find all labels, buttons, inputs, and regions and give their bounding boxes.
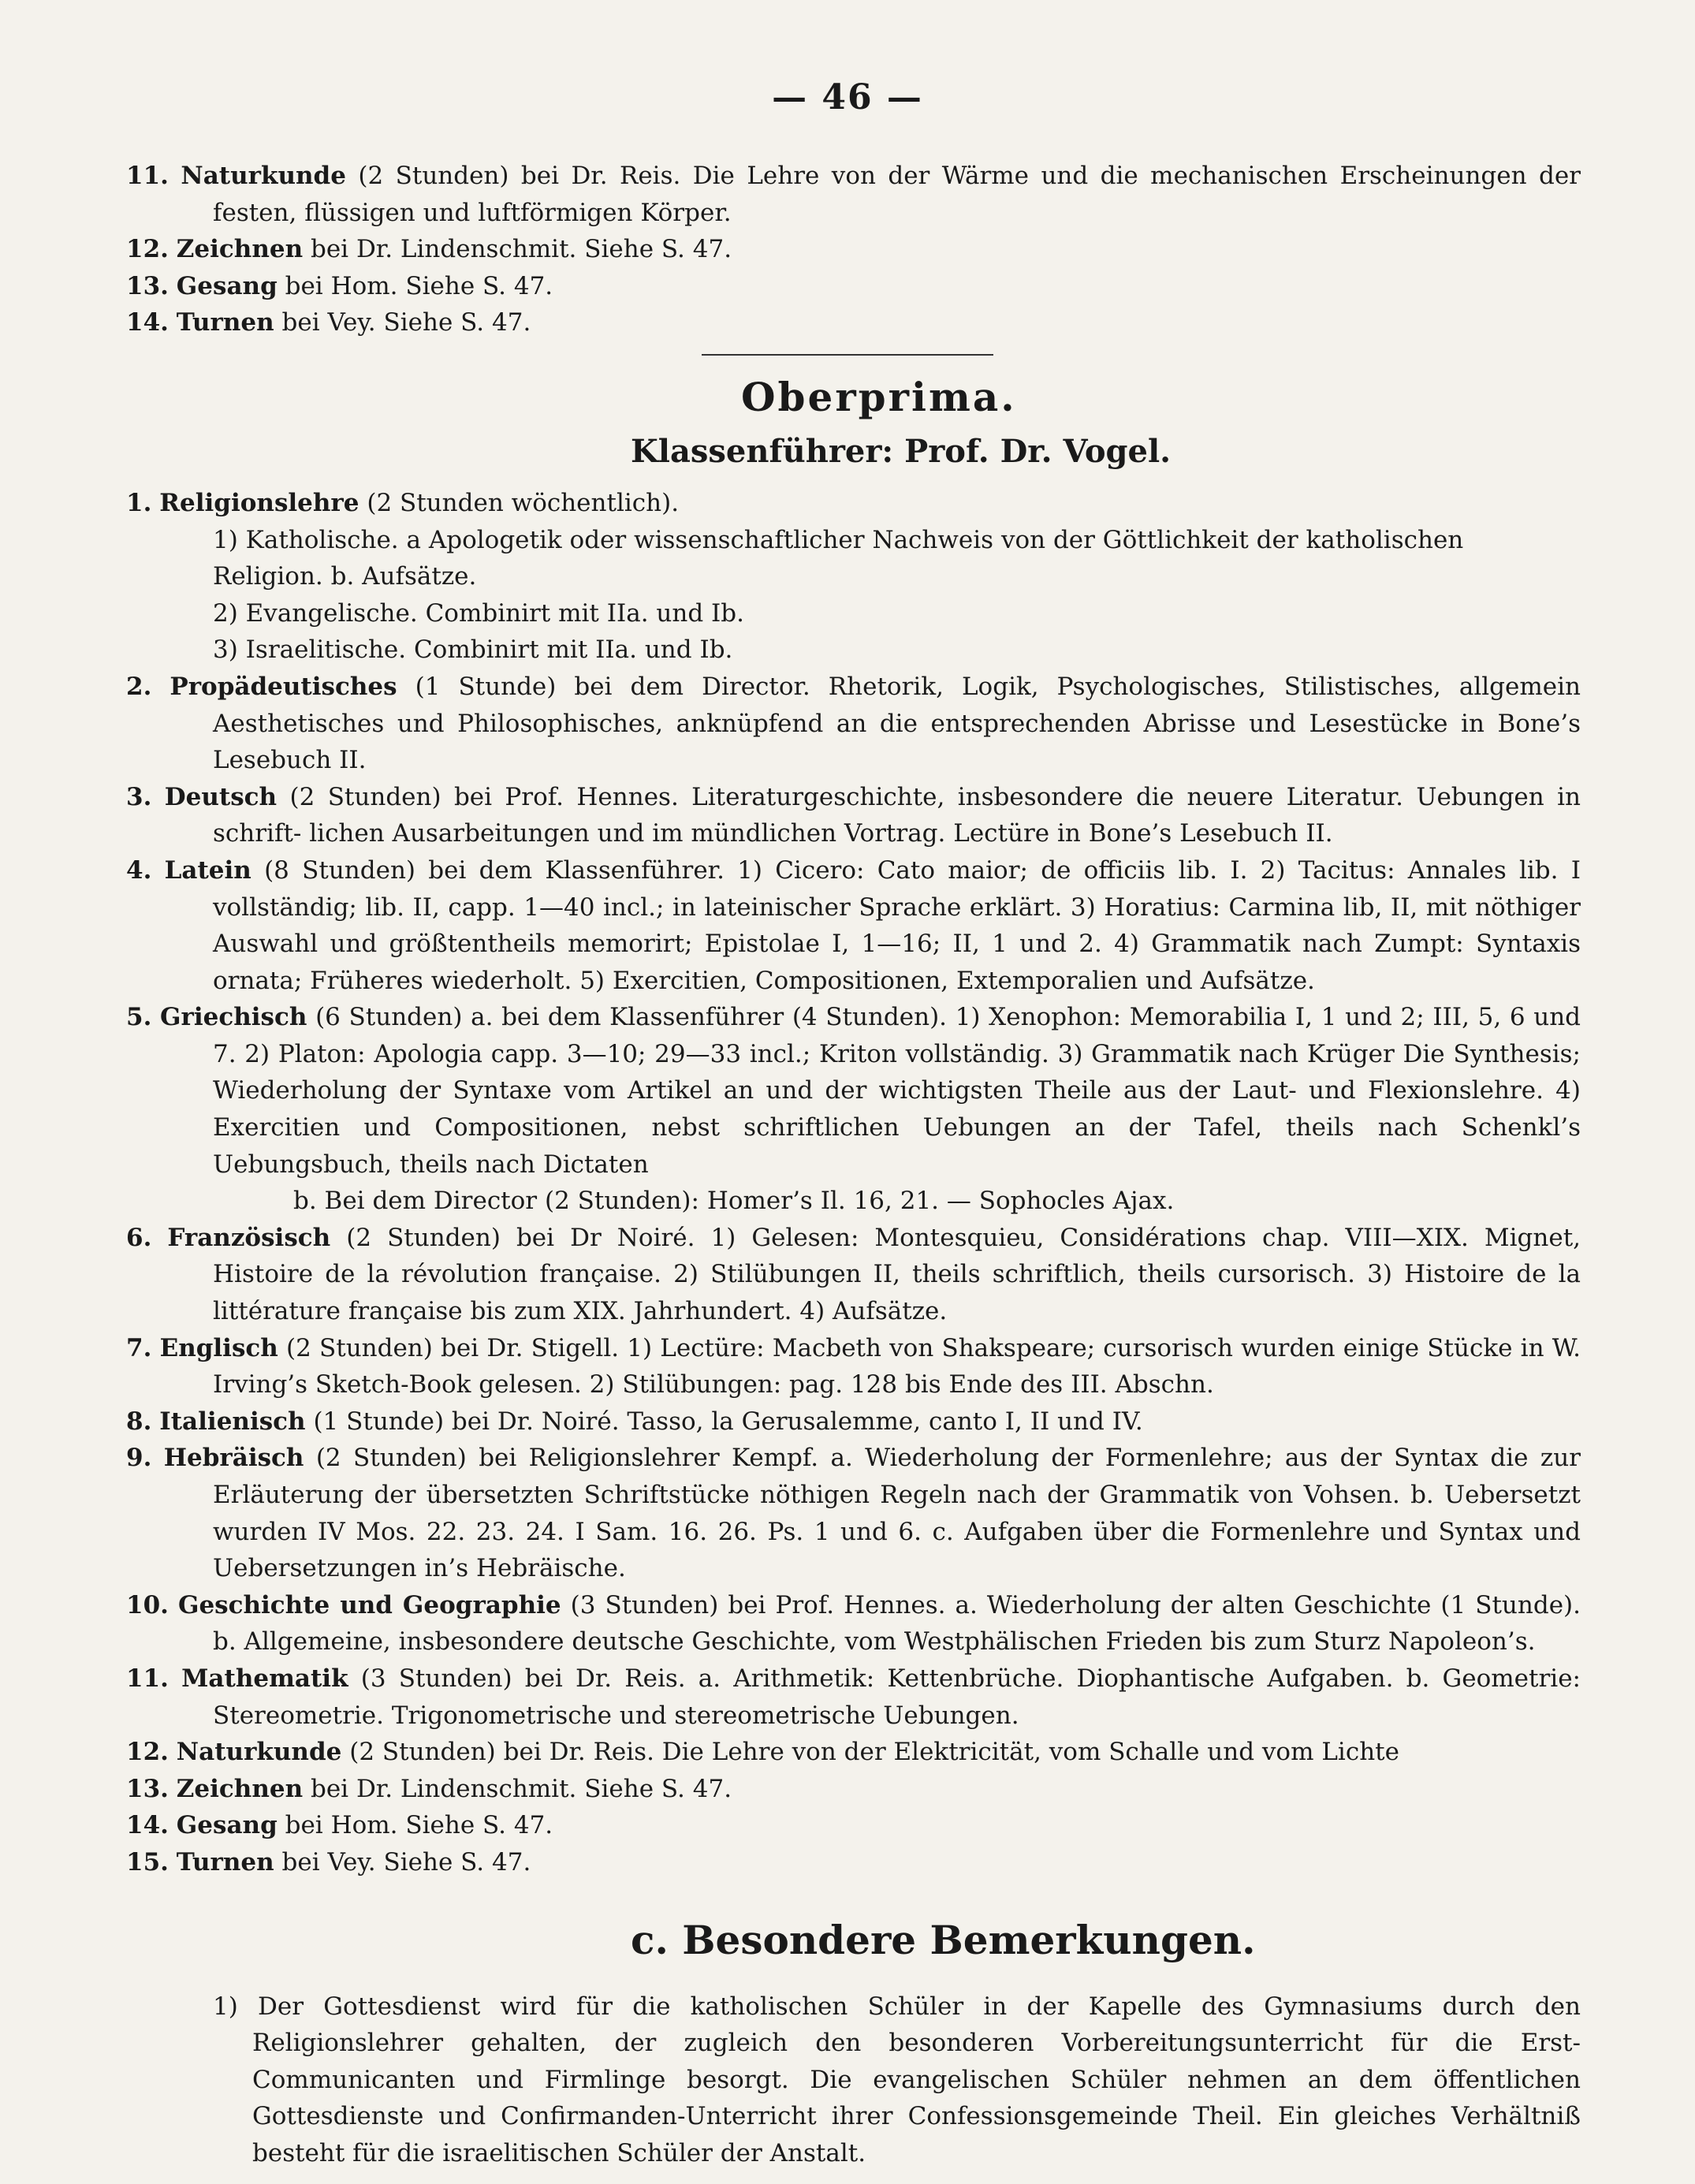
- item-number: 5.: [126, 1003, 152, 1032]
- item-number: 12.: [126, 235, 169, 264]
- item-text-cont: Erläuterung der übersetzten Schriftstücke nöthigen Regeln nach der Grammatik von Vohsen. b. Uebersetzt wurden IV Mos. 22. 23. 24. I Sam. 16. 26. Ps. 1 und 6. c. Aufgaben über die Formenlehre und Syntax und Uebersetzungen in’s Hebräische.: [213, 1481, 1581, 1583]
- sub-item: b. Bei dem Director (2 Stunden): Homer’s Il. 16, 21. — Sophocles Ajax.: [293, 1187, 1175, 1216]
- page-number: — 46 —: [772, 77, 923, 117]
- item-subject: Griechisch: [160, 1003, 307, 1032]
- item-number: 4.: [126, 855, 152, 885]
- item-text: (2 Stunden) bei Dr. Stigell. 1) Lectüre: Macbeth von Shakspeare; cursorisch wurden einige Stücke: [278, 1333, 1513, 1362]
- item-subject: Turnen: [176, 1847, 274, 1877]
- item-number: 8.: [126, 1407, 152, 1436]
- list-item: [126, 669, 1581, 779]
- item-number: 12.: [126, 1738, 169, 1767]
- list-item: [126, 231, 1581, 268]
- item-subject: Naturkunde: [176, 1738, 342, 1767]
- item-subject: Italienisch: [159, 1407, 306, 1436]
- item-text: bei Hom. Siehe S. 47.: [277, 271, 553, 300]
- item-text: (2 Stunden) bei Prof. Hennes. Literaturgeschichte, insbesondere die neuere Literatur. Uebungen in schrift-: [213, 782, 1581, 848]
- item-subject: Gesang: [176, 1811, 278, 1840]
- item-subject: Hebräisch: [163, 1444, 304, 1473]
- item-subject: Latein: [164, 855, 251, 885]
- item-text-cont: Stereometrie. Trigonometrische und stereometrische Uebungen.: [213, 1701, 1019, 1730]
- item-number: 13.: [126, 1774, 169, 1803]
- class-heading: Oberprima.: [741, 373, 1017, 420]
- item-subject: Propädeutisches: [170, 672, 397, 701]
- item-text-cont: lichen Ausarbeitungen und im mündlichen Vortrag. Lectüre in Bone’s Lesebuch II.: [309, 819, 1333, 848]
- item-number: 15.: [126, 1847, 169, 1877]
- item-number: 10.: [126, 1590, 169, 1619]
- list-item: [126, 779, 1581, 852]
- item-text: (1 Stunde) bei dem Director. Rhetorik, Logik, Psychologisches, Stilistisches, allgemein Aesthetisches: [213, 672, 1581, 738]
- list-item: [126, 1220, 1581, 1330]
- item-text: (2 Stunden wöchentlich).: [359, 488, 680, 517]
- item-text: (2 Stunden) bei Dr. Reis. Die Lehre von der Wärme und die mechanischen Erscheinungen der festen,: [213, 162, 1581, 227]
- item-number: 13.: [126, 271, 169, 300]
- item-number: 3.: [126, 782, 152, 811]
- list-item: [126, 1734, 1581, 1771]
- item-text: (8 Stunden) bei dem Klassenführer. 1) Cicero: Cato maior; de officiis lib. I. 2) Tacitus: Annales: [251, 855, 1507, 885]
- item-number: 14.: [126, 308, 169, 337]
- list-item: [126, 304, 1581, 341]
- item-text: bei Vey. Siehe S. 47.: [274, 1847, 531, 1877]
- item-text: (1 Stunde) bei Dr. Noiré. Tasso, la Gerusalemme, canto I, II und IV.: [305, 1407, 1143, 1436]
- item-number: 9.: [126, 1444, 152, 1473]
- list-item: [126, 268, 1581, 305]
- item-text-cont: b. Allgemeine, insbesondere deutsche Geschichte, vom Westphälischen Frieden bis zum Sturz Napoleon’s.: [213, 1627, 1536, 1657]
- page-content: [126, 158, 1581, 2172]
- item-subject: Naturkunde: [181, 162, 346, 190]
- item-text: (3 Stunden) bei Dr. Reis. a. Arithmetik: Kettenbrüche. Diophantische Aufgaben. b. Geometrie:: [348, 1664, 1581, 1693]
- item-subject: Deutsch: [164, 782, 278, 811]
- list-item: [126, 158, 1581, 231]
- class-leader: Klassenführer: Prof. Dr. Vogel.: [631, 432, 1172, 470]
- remark-paragraph: 1) Der Gottesdienst wird für die katholischen Schüler in der Kapelle des Gymnasiums durch den Religionslehrer gehalten, der zugleich den besonderen Vorbereitungsunterricht für die Erst-Communicanten und Firmlinge besorgt. Die evangelischen Schüler nehmen an dem öffentlichen Gottesdienste und Confirmanden-Unterricht ihrer Confessionsgemeinde Theil. Ein gleiches Verhältniß besteht für die israelitischen Schüler der Anstalt.: [213, 1992, 1581, 2167]
- list-item: [126, 1587, 1581, 1660]
- list-item: [126, 485, 1581, 522]
- section-divider: [702, 354, 993, 356]
- list-item: [126, 1330, 1581, 1403]
- list-item: [126, 1403, 1581, 1440]
- item-text-cont: lib. I vollständig; lib. II, capp. 1—40 incl.; in lateinischer Sprache erklärt. 3) Horatius: Carmina lib, II, mit nöthiger Auswahl und größtentheils memorirt; Epistolae I, 1—16; II, 1 und 2. 4) Grammatik nach Zumpt: Syntaxis ornata; Früheres wiederholt. 5) Exercitien, Compositionen, Extemporalien und Aufsätze.: [213, 855, 1581, 995]
- item-text: (2 Stunden) bei Dr Noiré. 1) Gelesen: Montesquieu, Considérations chap. VIII—XIX. Mignet,: [330, 1223, 1581, 1252]
- section-heading: c. Besondere Bemerkungen.: [631, 1916, 1256, 1963]
- item-text: bei Vey. Siehe S. 47.: [274, 308, 531, 337]
- item-subject: Französisch: [167, 1223, 331, 1252]
- item-text: bei Dr. Lindenschmit. Siehe S. 47.: [303, 1774, 732, 1803]
- item-subject: Englisch: [159, 1333, 278, 1362]
- item-subject: Geschichte und Geographie: [177, 1590, 561, 1619]
- item-subject: Zeichnen: [176, 1774, 304, 1803]
- item-text: bei Hom. Siehe S. 47.: [277, 1811, 553, 1840]
- item-text: bei Dr. Lindenschmit. Siehe S. 47.: [303, 235, 732, 264]
- item-subject: Gesang: [176, 271, 278, 300]
- item-text: (6 Stunden) a. bei dem Klassenführer (4 Stunden). 1) Xenophon: Memorabilia I, 1 und 2; III,: [307, 1003, 1470, 1032]
- item-text-cont: in W. Irving’s Sketch-Book gelesen. 2) Stilübungen: pag. 128 bis Ende des III. Abschn.: [213, 1333, 1581, 1399]
- item-number: 11.: [126, 1664, 169, 1693]
- item-subject: Religionslehre: [159, 488, 359, 517]
- sub-item: 1) Katholische. a Apologetik oder wissenschaftlicher Nachweis von der Göttlichkeit der katholischen Religion. b. Aufsätze.: [213, 525, 1464, 591]
- item-text-cont: flüssigen und luftförmigen Körper.: [304, 198, 732, 227]
- item-number: 6.: [126, 1223, 152, 1252]
- item-text: (3 Stunden) bei Prof. Hennes. a. Wiederholung der alten Geschichte (1 Stunde).: [561, 1590, 1581, 1619]
- list-item: [126, 1771, 1581, 1808]
- list-item: [126, 852, 1581, 999]
- item-text: (2 Stunden) bei Dr. Reis. Die Lehre von der Elektricität, vom Schalle und vom Lichte: [341, 1738, 1399, 1767]
- item-subject: Zeichnen: [176, 235, 304, 264]
- item-number: 1.: [126, 488, 152, 517]
- list-item: [126, 1440, 1581, 1586]
- item-text-cont: 5, 6 und 7. 2) Platon: Apologia capp. 3—10; 29—33 incl.; Kriton vollständig. 3) Grammatik nach Krüger Die Synthesis; Wiederholung der Syntaxe vom Artikel an und der wichtigsten Theile aus der Laut- und Flexionslehre. 4) Exercitien und Compositionen, nebst schriftlichen Uebungen an der Tafel, theils nach Schenkl’s Uebungsbuch, theils nach Dictaten: [213, 1003, 1581, 1179]
- item-subject: Turnen: [176, 308, 274, 337]
- list-item: [126, 1844, 1581, 1881]
- item-text-cont: Histoire de la révolution française. 2) Stilübungen II, theils schriftlich, theils cursorisch. 3) Histoire de la littérature française bis zum XIX. Jahrhundert. 4) Aufsätze.: [213, 1260, 1581, 1326]
- item-number: 7.: [126, 1333, 152, 1362]
- item-number: 2.: [126, 672, 152, 701]
- item-number: 14.: [126, 1811, 169, 1840]
- sub-item: 2) Evangelische. Combinirt mit IIa. und Ib.: [213, 598, 744, 628]
- sub-item: 3) Israelitische. Combinirt mit IIa. und Ib.: [213, 635, 733, 665]
- item-number: 11.: [126, 162, 169, 190]
- item-text: (2 Stunden) bei Religionslehrer Kempf. a. Wiederholung der Formenlehre; aus der Syntax die zur: [304, 1444, 1581, 1473]
- item-subject: Mathematik: [181, 1664, 348, 1693]
- list-item: [126, 1807, 1581, 1844]
- list-item: [126, 999, 1581, 1183]
- item-text-cont: und Philosophisches, anknüpfend an die entsprechenden Abrisse und Lesestücke in Bone’s Lesebuch II.: [213, 709, 1581, 775]
- list-item: [126, 1660, 1581, 1734]
